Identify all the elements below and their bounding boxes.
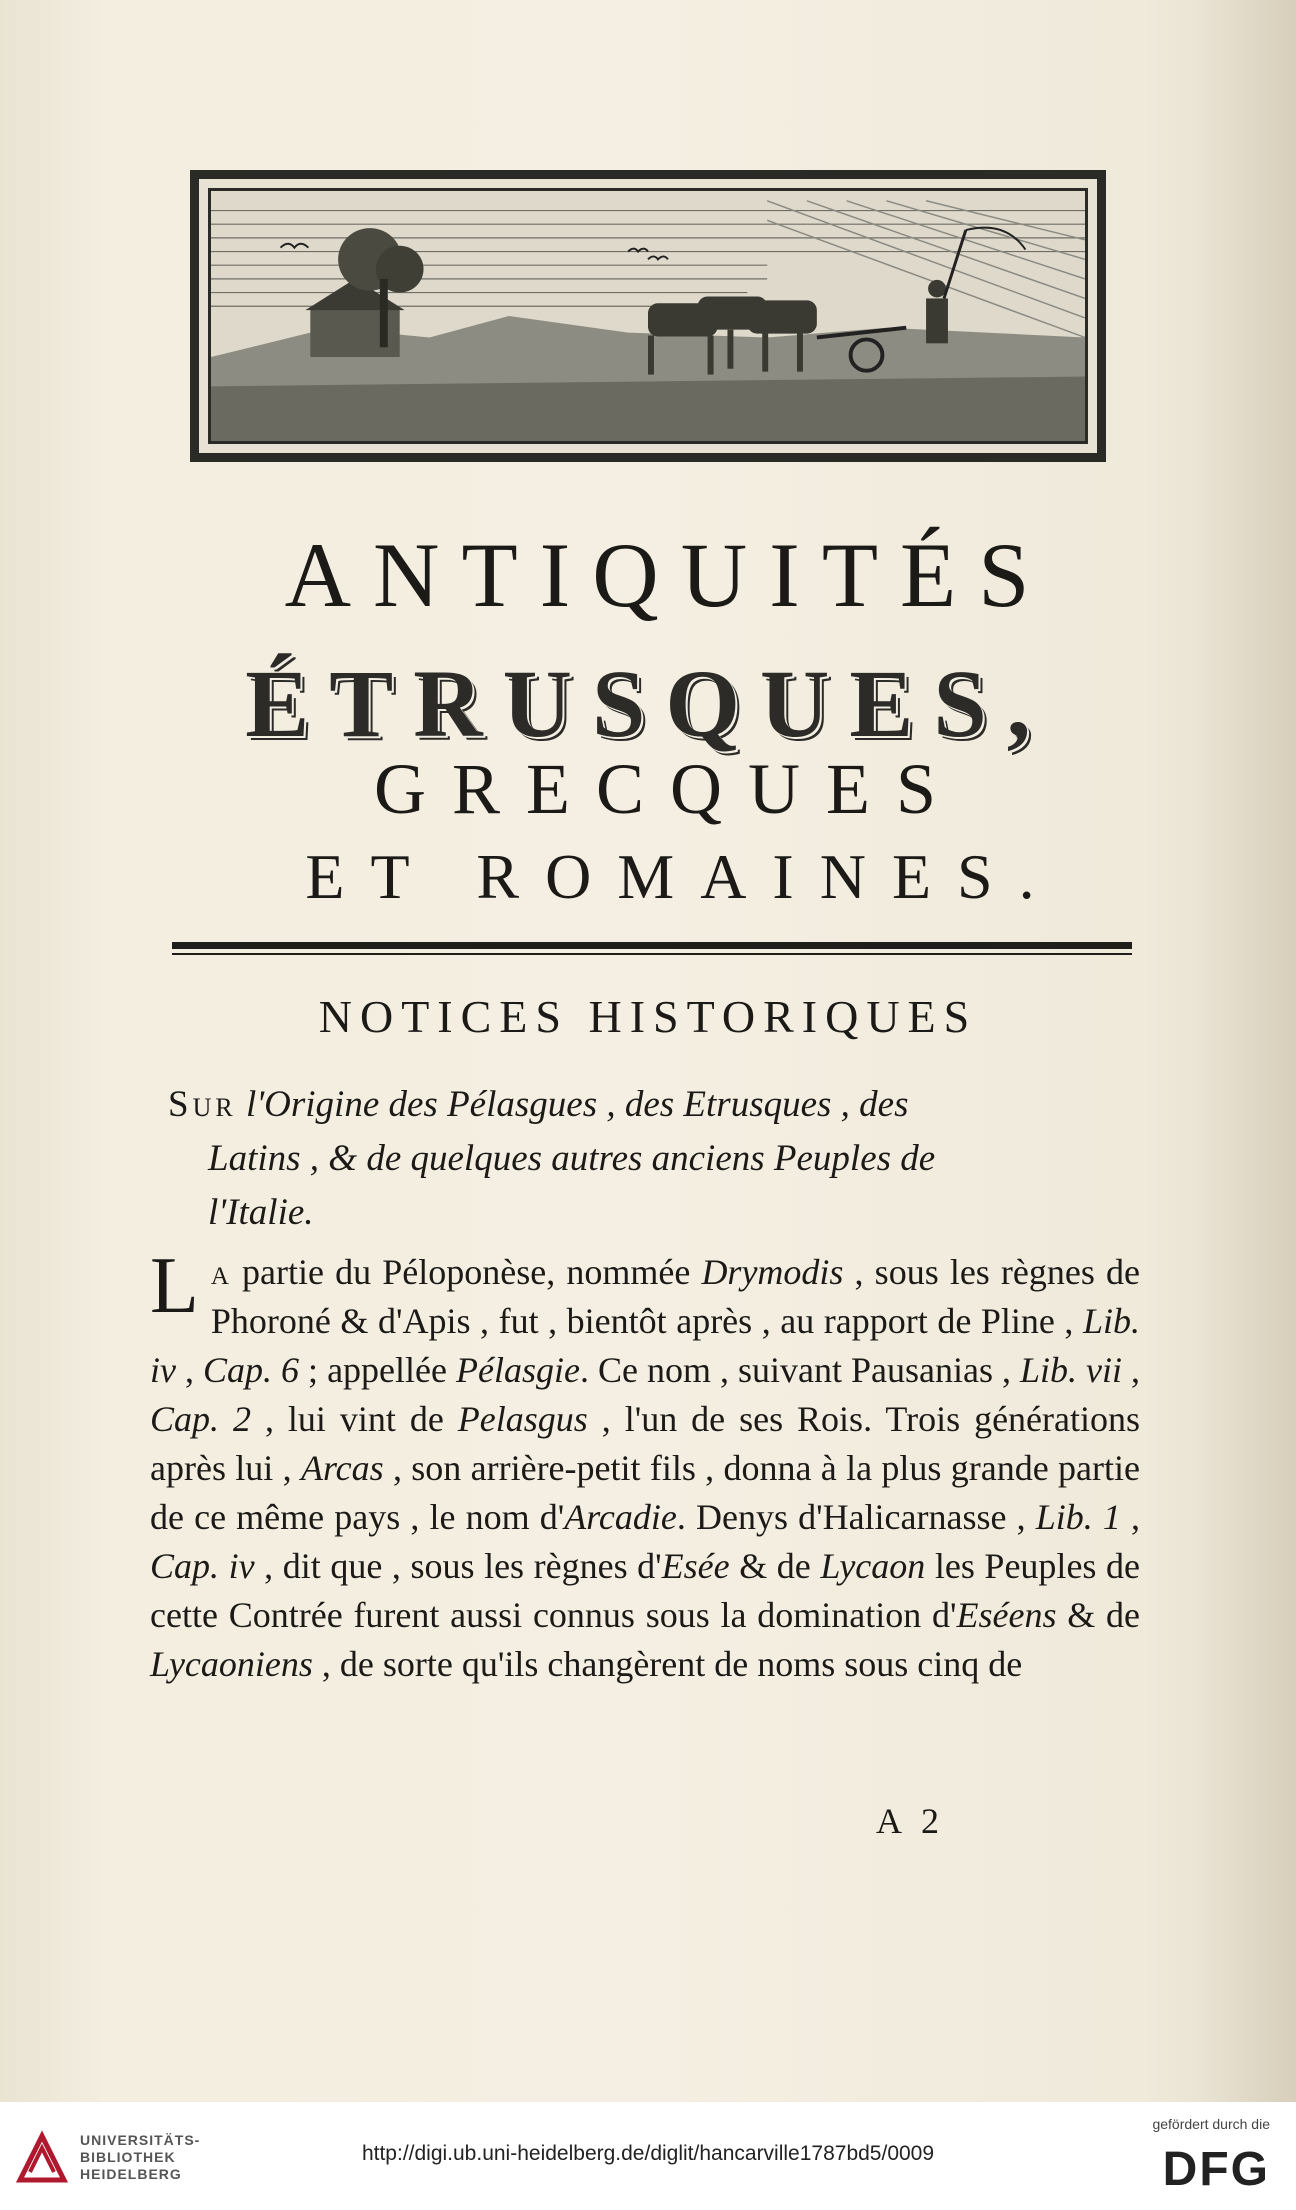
woodcut-vignette <box>190 170 1106 462</box>
body-italic-segment: Cap. 2 <box>150 1399 251 1439</box>
institution-line-1: UNIVERSITÄTS- <box>80 2132 201 2148</box>
institution-line-3: HEIDELBERG <box>80 2166 182 2182</box>
body-text-segment: , <box>1120 1497 1141 1537</box>
notice-text-line-3: l'Italie. <box>208 1192 314 1233</box>
body-text-segment: , <box>1122 1350 1141 1390</box>
body-italic-segment: Lycaon <box>820 1546 926 1586</box>
body-text-segment: , son arrière-petit fils , donna à la plus grande partie de ce même pays , le nom d' <box>150 1448 1141 1537</box>
title-line-1: ANTIQUITÉS <box>284 524 1052 626</box>
body-text-segment: , de sorte qu'ils changèrent de noms sous cinq de <box>312 1644 1023 1684</box>
body-italic-segment: Lycaoniens <box>150 1644 313 1684</box>
body-italic-segment: Esée <box>661 1546 730 1586</box>
body-italic-segment: Arcadie <box>564 1497 677 1537</box>
body-italic-segment: Arcas <box>300 1448 384 1488</box>
body-text-segment: & de <box>1056 1595 1140 1635</box>
permalink-url[interactable]: http://digi.ub.uni-heidelberg.de/diglit/hancarville1787bd5/0009 <box>361 2142 935 2165</box>
signature-mark: A 2 <box>876 1801 946 1841</box>
title-line-4: ET ROMAINES. <box>305 841 1061 912</box>
body-text-segment: les Peuples de cette Contrée furent aussi connus sous la domination d' <box>150 1546 1140 1635</box>
body-italic-segment: Cap. iv <box>150 1546 255 1586</box>
body-italic-segment: Drymodis <box>701 1252 844 1292</box>
institution-line-2: BIBLIOTHEK <box>80 2149 176 2165</box>
body-italic-segment: Lib. iv <box>150 1301 1140 1390</box>
funder-logo: DFG <box>1162 2143 1270 2196</box>
body-text-segment: , <box>175 1350 204 1390</box>
title-divider-thin <box>172 953 1132 955</box>
body-italic-segment: Pelasgus <box>457 1399 588 1439</box>
body-text-segment: , l'un de ses Rois. Trois générations après lui , <box>150 1399 1141 1488</box>
viewer-footer <box>0 2102 1296 2210</box>
title-divider-thick <box>172 942 1132 949</box>
notice-subtitle <box>168 1078 1136 1240</box>
page-edge-shadow <box>1146 0 1296 2102</box>
body-italic-segment: Pélasgie <box>456 1350 580 1390</box>
body-text-segment: , dit que , sous les règnes d' <box>254 1546 662 1586</box>
body-italic-segment: Lib. 1 <box>1035 1497 1121 1537</box>
title-line-3: GRECQUES <box>373 749 963 829</box>
body-text-segment: , lui vint de <box>250 1399 458 1439</box>
body-text-segment: . Denys d'Halicarnasse , <box>676 1497 1036 1537</box>
body-paragraph <box>150 1242 1141 1689</box>
body-italic-segment: Cap. 6 <box>203 1350 300 1390</box>
funder-label: gefördert durch die <box>1152 2116 1270 2132</box>
section-heading: NOTICES HISTORIQUES <box>318 991 978 1042</box>
ploughing-scene-illustration <box>211 191 1085 441</box>
drop-capital: L <box>150 1242 199 1330</box>
body-text-segment: , sous les règnes de Phoroné & d'Apis , fut , bientôt après , au rapport de Pline , <box>210 1252 1140 1341</box>
notice-lead-word: Sur <box>168 1084 237 1125</box>
body-italic-segment: Eséens <box>956 1595 1057 1635</box>
paragraph-lead: a <box>210 1252 231 1292</box>
body-text-segment: ; appellée <box>299 1350 456 1390</box>
body-italic-segment: Lib. vii <box>1020 1350 1123 1390</box>
body-text-segment: . Ce nom , suivant Pausanias , <box>579 1350 1020 1390</box>
notice-text-line-1: l'Origine des Pélasgues , des Etrusques , des <box>236 1084 909 1125</box>
notice-text-line-2: Latins , & de quelques autres anciens Peuples de <box>208 1138 936 1179</box>
body-text-segment: & de <box>729 1546 821 1586</box>
title-line-2: ÉTRUSQUES, <box>245 650 1051 757</box>
body-text-segment: partie du Péloponèse, nommée <box>230 1252 702 1292</box>
